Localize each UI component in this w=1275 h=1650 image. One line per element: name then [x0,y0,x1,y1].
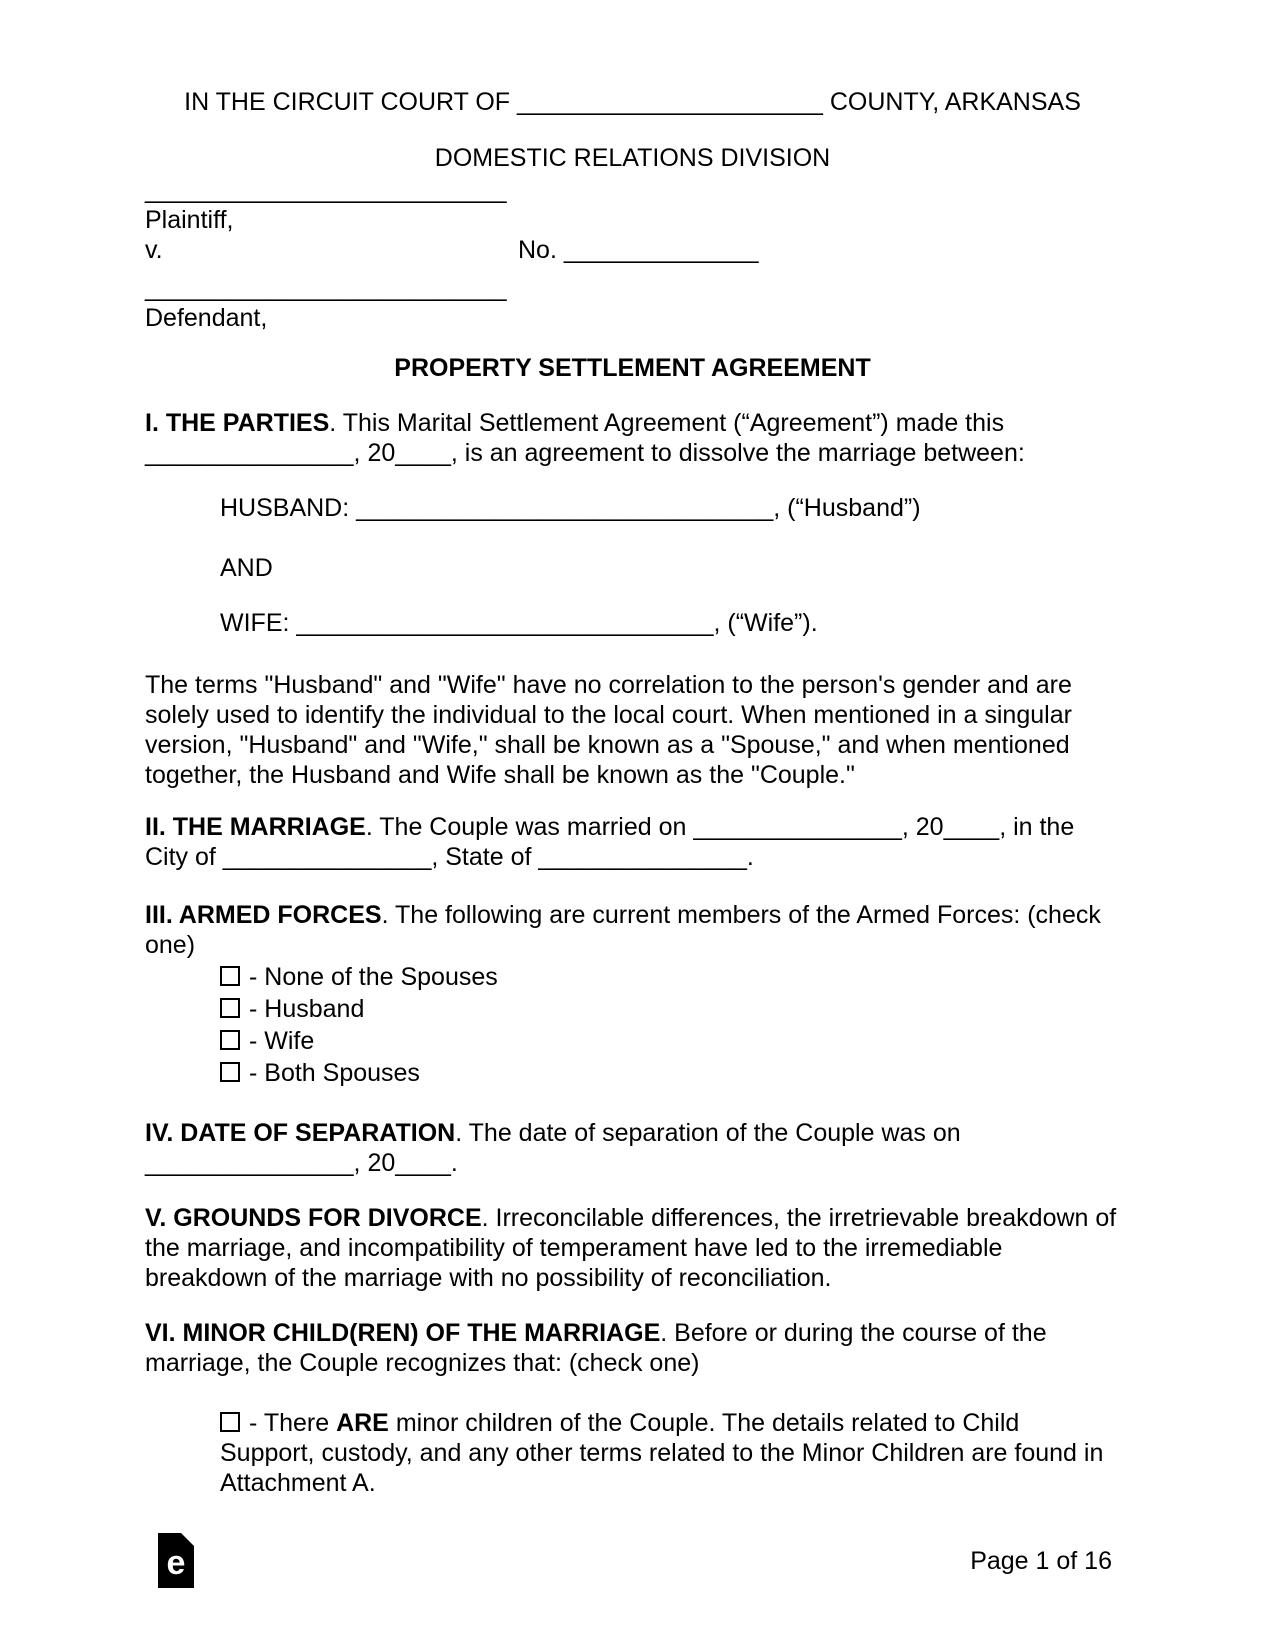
page-number: Page 1 of 16 [970,1547,1112,1575]
section-separation-text: . The date of separation of the Couple was on _______________, 20____. [145,1119,961,1177]
section-marriage [145,812,1120,872]
checkbox-icon[interactable] [220,1030,240,1050]
court-header-prefix: IN THE CIRCUIT COURT OF [184,88,518,116]
checkbox-icon[interactable] [220,1412,240,1432]
section-armed-forces-text: . The following are current members of the Armed Forces: (check one) [145,901,1101,959]
section-parties [145,408,1120,468]
checkbox-icon[interactable] [220,998,240,1018]
section-grounds [145,1203,1120,1293]
husband-suffix: , (“Husband”) [773,494,921,522]
wife-suffix: , (“Wife”). [713,609,818,637]
section-parties-text: . This Marital Settlement Agreement (“Agreement”) made this _______________, 20____, is an agreement to dissolve the marriage between: [145,409,1025,467]
eforms-logo-letter: e [166,1544,186,1582]
children-are-option [220,1408,1120,1498]
court-header [145,87,1120,117]
court-header-suffix: COUNTY, ARKANSAS [822,88,1081,116]
armed-forces-options [145,962,1120,1088]
section-grounds-heading: V. GROUNDS FOR DIVORCE [145,1204,482,1232]
defendant-label: Defendant, [145,304,268,332]
county-blank[interactable]: ______________________ [517,88,823,116]
option-husband [220,994,1120,1024]
plaintiff-name-blank[interactable]: __________________________ [145,176,507,204]
versus-row [145,235,1120,265]
section-minor-children-text: . Before or during the course of the marriage, the Couple recognizes that: (check one) [145,1319,1047,1377]
case-caption [145,175,1120,333]
section-minor-children [145,1318,1120,1378]
case-number-blank[interactable]: ______________ [563,236,759,264]
option-none-of-spouses [220,962,1120,992]
husband-name-blank[interactable]: ______________________________ [356,494,774,522]
option-wife [220,1026,1120,1056]
option-label: - Wife [249,1027,315,1055]
section-grounds-text: . Irreconcilable differences, the irretrievable breakdown of the marriage, and incompatibility of temperament have led to the irremediable breakdown of the marriage with no possibility of reconciliation. [145,1204,1117,1292]
section-parties-heading: I. THE PARTIES [145,409,330,437]
section-separation-heading: IV. DATE OF SEPARATION [145,1119,456,1147]
defendant-name-blank[interactable]: __________________________ [145,274,507,302]
wife-label: WIFE: [220,609,297,637]
section-separation [145,1118,1120,1178]
section-minor-children-heading: VI. MINOR CHILD(REN) OF THE MARRIAGE [145,1319,661,1347]
eforms-logo [158,1533,194,1588]
husband-label: HUSBAND: [220,494,357,522]
checkbox-icon[interactable] [220,966,240,986]
option-label: - Husband [249,995,365,1023]
section-marriage-text: . The Couple was married on _______________, 20____, in the City of _______________, State of _______________. [145,813,1075,871]
document-title: PROPERTY SETTLEMENT AGREEMENT [394,354,871,382]
children-are-option-pre: - There [249,1409,337,1437]
division-header: DOMESTIC RELATIONS DIVISION [434,144,831,172]
option-both-spouses [220,1058,1120,1088]
case-number-label: No. [518,236,564,264]
versus-label: v. [145,236,163,264]
checkbox-icon[interactable] [220,1062,240,1082]
wife-name-blank[interactable]: ______________________________ [296,609,714,637]
option-label: - Both Spouses [249,1059,420,1087]
case-number [518,235,759,265]
children-are-option-bold: ARE [336,1409,389,1437]
option-label: - None of the Spouses [249,963,498,991]
section-armed-forces [145,900,1120,960]
husband-line [220,493,1120,523]
section-marriage-heading: II. THE MARRIAGE [145,813,366,841]
wife-line [220,608,1120,638]
terms-paragraph: The terms "Husband" and "Wife" have no correlation to the person's gender and are solely used to identify the individual to the local court. When mentioned in a singular version, "Husband" and "Wife," shall be known as a "Spouse," and when mentioned together, the Husband and Wife shall be known as the "Couple." [145,671,1072,789]
section-armed-forces-heading: III. ARMED FORCES [145,901,382,929]
children-are-option-post: minor children of the Couple. The details related to Child Support, custody, and any other terms related to the Minor Children are found in Attachment A. [220,1409,1104,1497]
and-label: AND [220,554,273,582]
plaintiff-label: Plaintiff, [145,206,234,234]
